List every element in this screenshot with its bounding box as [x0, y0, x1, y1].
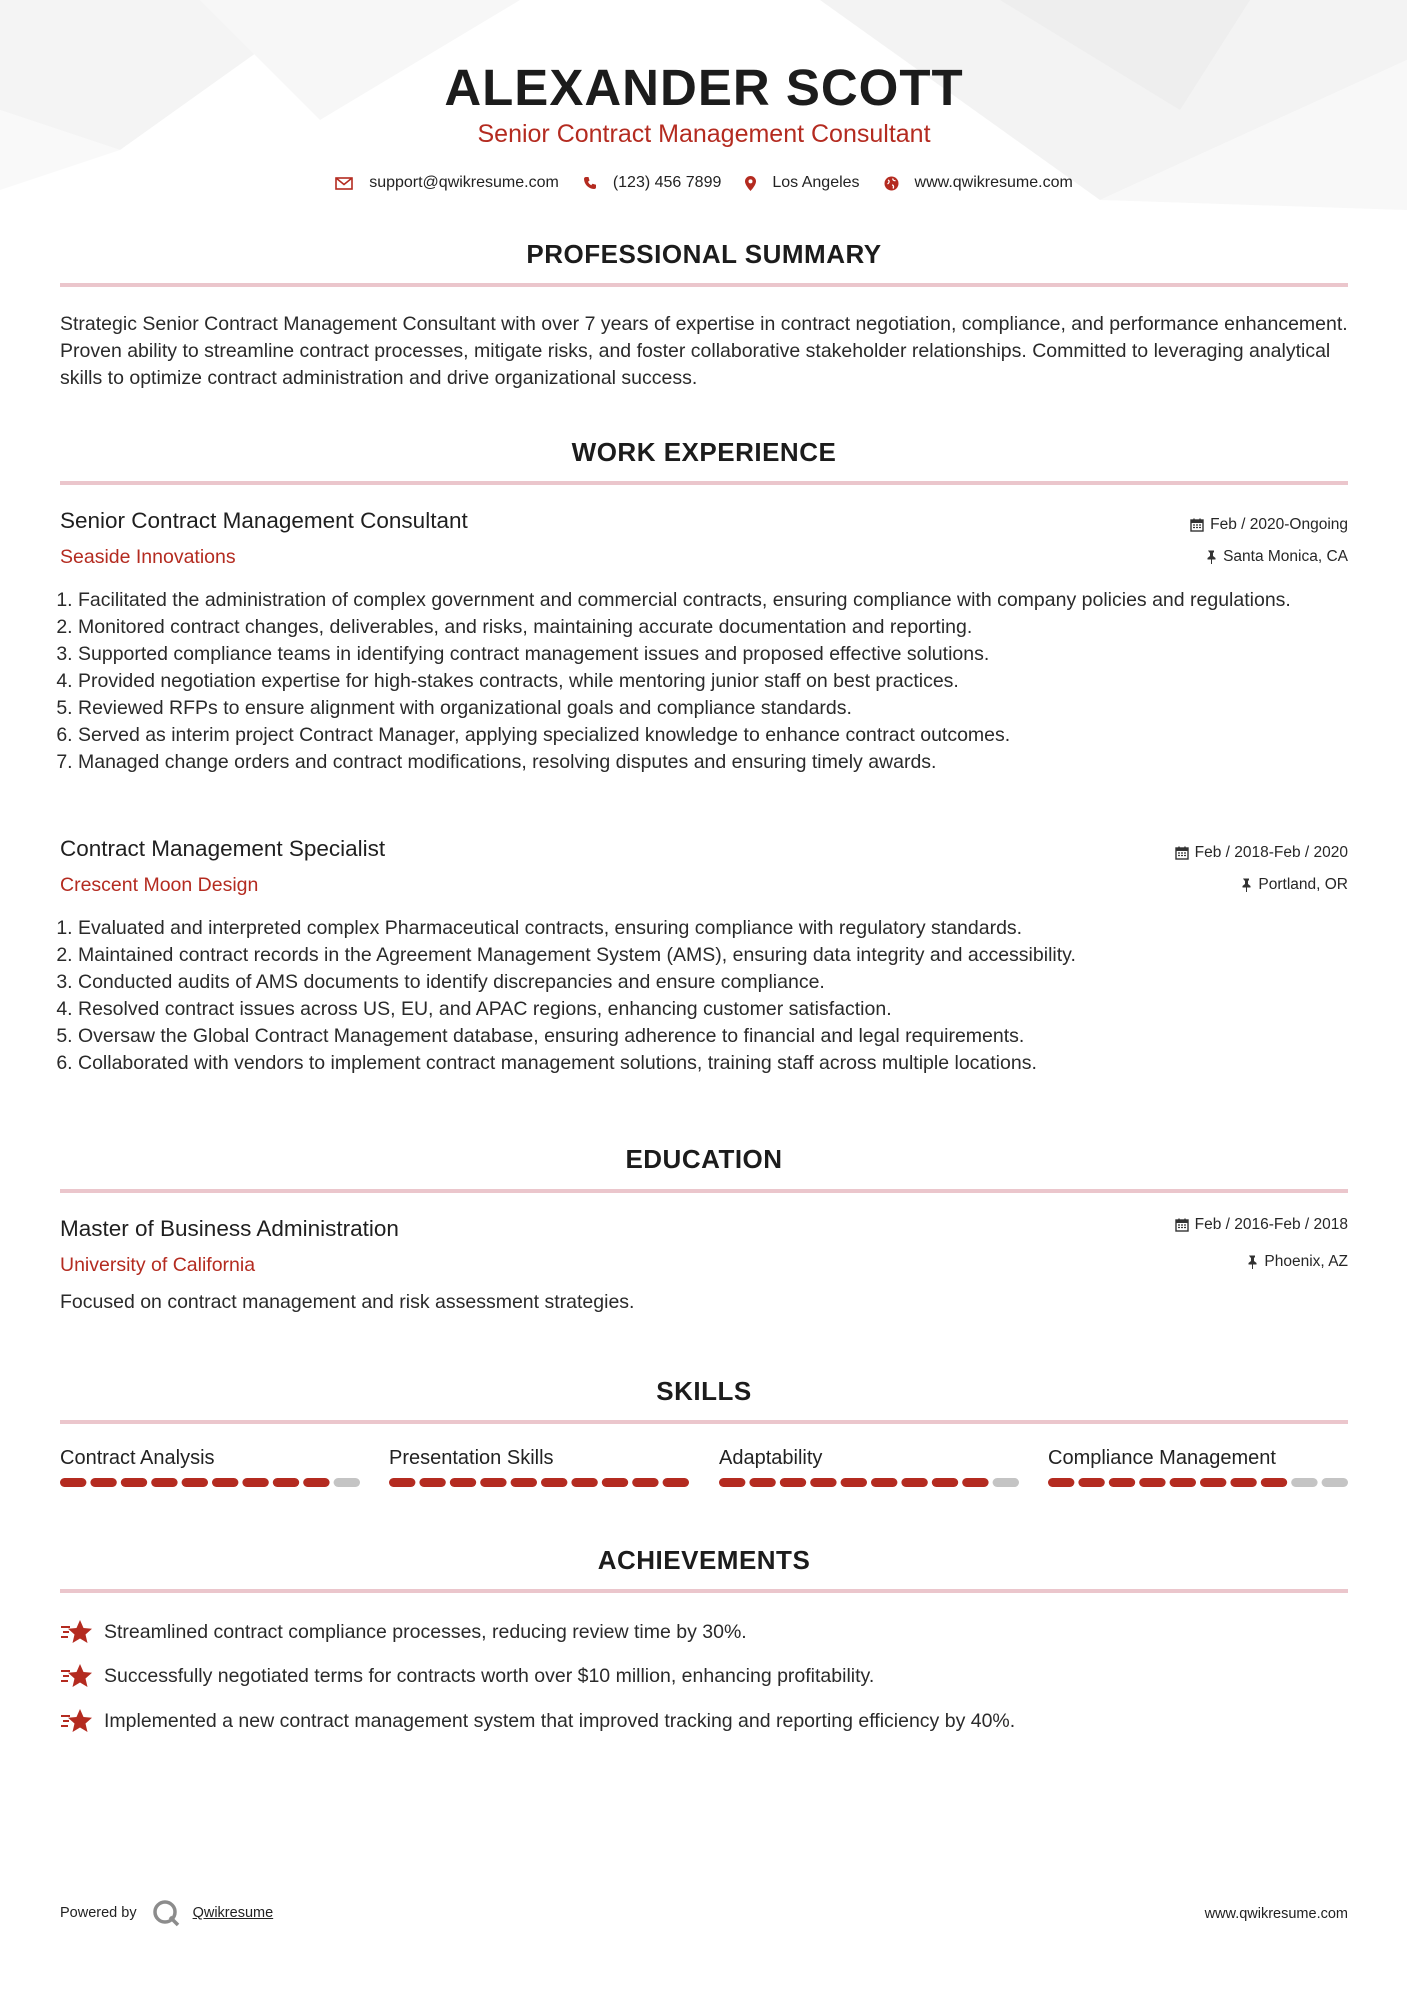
skill-segment-filled	[212, 1478, 238, 1487]
star-icon	[60, 1662, 94, 1690]
skill-segment-filled	[182, 1478, 208, 1487]
job-company: Crescent Moon Design	[60, 874, 259, 896]
skill-segment-filled	[303, 1478, 329, 1487]
skill-segment-filled	[121, 1478, 147, 1487]
map-marker-icon	[745, 176, 756, 191]
achievements-heading: ACHIEVEMENTS	[597, 1545, 811, 1575]
skills-heading: SKILLS	[656, 1376, 752, 1406]
skill-segment-empty	[1291, 1478, 1317, 1487]
contact-email-text: support@qwikresume.com	[369, 174, 559, 191]
summary-text: Strategic Senior Contract Management Consultant with over 7 years of expertise in contract negotiation, compliance, and performance enhancement. Proven ability to streamline contract processes, mitigate risks, and foster collaborative stakeholder relationships. Committed to leveraging analytical skills to optimize contract administration and drive organizational success.	[60, 313, 1348, 389]
education-divider	[60, 1189, 1348, 1193]
skill-rating-bar	[389, 1478, 689, 1487]
skill-segment-filled	[810, 1478, 836, 1487]
skill-segment-filled	[511, 1478, 537, 1487]
contact-phone[interactable]	[583, 174, 722, 192]
candidate-title: Senior Contract Management Consultant	[477, 120, 931, 148]
skill-segment-filled	[450, 1478, 476, 1487]
job-location	[1205, 548, 1348, 566]
education-degree: Master of Business Administration	[60, 1216, 399, 1241]
skill-segment-empty	[1322, 1478, 1348, 1487]
skill-rating-bar	[719, 1478, 1019, 1487]
skill-item	[719, 1447, 1019, 1470]
skill-segment-filled	[1109, 1478, 1135, 1487]
skill-segment-filled	[389, 1478, 415, 1487]
skill-name: Contract Analysis	[60, 1447, 215, 1469]
phone-icon	[583, 176, 597, 190]
list-item: 6. Served as interim project Contract Manager, applying specialized knowledge to enhance contract outcomes.	[78, 722, 1348, 749]
calendar-icon	[1190, 518, 1204, 532]
skill-name: Presentation Skills	[389, 1447, 554, 1469]
experience-divider	[60, 481, 1348, 485]
list-item: 4. Resolved contract issues across US, EU, and APAC regions, enhancing customer satisfaction.	[78, 996, 1348, 1023]
skill-segment-filled	[1048, 1478, 1074, 1487]
achievement-item	[60, 1662, 874, 1690]
job-dates	[1190, 516, 1348, 534]
job-dates-text: Feb / 2020-Ongoing	[1210, 516, 1348, 533]
experience-heading: WORK EXPERIENCE	[571, 437, 837, 467]
skill-segment-filled	[632, 1478, 658, 1487]
list-item: 4. Provided negotiation expertise for high-stakes contracts, while mentoring junior staff on best practices.	[78, 668, 1348, 695]
contact-email[interactable]	[335, 174, 559, 192]
achievement-item	[60, 1618, 747, 1646]
achievement-text: Implemented a new contract management system that improved tracking and reporting efficiency by 40%.	[104, 1709, 1016, 1732]
skill-segment-filled	[242, 1478, 268, 1487]
list-item: 1. Evaluated and interpreted complex Pharmaceutical contracts, ensuring compliance with regulatory standards.	[78, 915, 1348, 942]
powered-by-label: Powered by	[60, 1905, 137, 1921]
list-item: 2. Monitored contract changes, deliverables, and risks, maintaining accurate documentation and reporting.	[78, 614, 1348, 641]
job-location-text: Santa Monica, CA	[1223, 548, 1348, 565]
skill-segment-filled	[1139, 1478, 1165, 1487]
skill-segment-filled	[871, 1478, 897, 1487]
skill-segment-filled	[663, 1478, 689, 1487]
contact-website[interactable]	[884, 174, 1073, 192]
education-school: University of California	[60, 1254, 256, 1276]
achievement-text: Streamlined contract compliance processes, reducing review time by 30%.	[104, 1620, 747, 1643]
summary-divider	[60, 283, 1348, 287]
star-icon	[60, 1618, 94, 1646]
education-location	[1246, 1253, 1348, 1271]
skill-segment-empty	[334, 1478, 360, 1487]
education-description: Focused on contract management and risk assessment strategies.	[60, 1291, 635, 1313]
skill-segment-filled	[571, 1478, 597, 1487]
education-dates	[1175, 1216, 1348, 1234]
skill-rating-bar	[1048, 1478, 1348, 1487]
skill-segment-filled	[1230, 1478, 1256, 1487]
skill-segment-filled	[419, 1478, 445, 1487]
calendar-icon	[1175, 1218, 1189, 1232]
envelope-icon	[335, 177, 353, 190]
contact-location-text: Los Angeles	[772, 174, 860, 191]
summary-heading: PROFESSIONAL SUMMARY	[526, 239, 882, 269]
list-item: 1. Facilitated the administration of complex government and commercial contracts, ensuring compliance with company policies and regulations.	[78, 587, 1348, 614]
footer-powered-by	[60, 1898, 273, 1928]
skill-segment-empty	[993, 1478, 1019, 1487]
skills-divider	[60, 1420, 1348, 1424]
contact-bar	[60, 174, 1348, 192]
globe-icon	[884, 176, 899, 191]
skill-segment-filled	[90, 1478, 116, 1487]
star-icon	[60, 1707, 94, 1735]
job-location-text: Portland, OR	[1258, 876, 1348, 893]
pushpin-icon	[1240, 878, 1252, 892]
achievements-divider	[60, 1589, 1348, 1593]
skill-segment-filled	[841, 1478, 867, 1487]
list-item: 7. Managed change orders and contract modifications, resolving disputes and ensuring timely awards.	[78, 749, 1348, 776]
job-bullets	[60, 587, 1348, 776]
job-location	[1240, 876, 1348, 894]
list-item: 5. Oversaw the Global Contract Management database, ensuring adherence to financial and legal requirements.	[78, 1023, 1348, 1050]
job-dates-text: Feb / 2018-Feb / 2020	[1194, 844, 1348, 861]
footer-website[interactable]: www.qwikresume.com	[1204, 1906, 1348, 1922]
job-company: Seaside Innovations	[60, 546, 236, 568]
skill-segment-filled	[749, 1478, 775, 1487]
skill-item	[1048, 1447, 1348, 1470]
skill-segment-filled	[901, 1478, 927, 1487]
job-role: Contract Management Specialist	[60, 836, 386, 861]
skill-item	[60, 1447, 360, 1470]
skill-segment-filled	[1078, 1478, 1104, 1487]
skill-segment-filled	[60, 1478, 86, 1487]
skill-segment-filled	[480, 1478, 506, 1487]
qwikresume-logo-icon	[151, 1898, 181, 1928]
skill-name: Compliance Management	[1048, 1447, 1276, 1469]
skill-segment-filled	[719, 1478, 745, 1487]
skill-segment-filled	[151, 1478, 177, 1487]
contact-phone-text: (123) 456 7899	[612, 174, 722, 191]
education-heading: EDUCATION	[625, 1144, 783, 1174]
pushpin-icon	[1246, 1255, 1258, 1269]
candidate-name: ALEXANDER SCOTT	[444, 59, 964, 116]
list-item: 5. Reviewed RFPs to ensure alignment with organizational goals and compliance standards.	[78, 695, 1348, 722]
list-item: 2. Maintained contract records in the Agreement Management System (AMS), ensuring data integrity and accessibility.	[78, 942, 1348, 969]
list-item: 3. Supported compliance teams in identifying contract management issues and proposed effective solutions.	[78, 641, 1348, 668]
skill-segment-filled	[780, 1478, 806, 1487]
skill-segment-filled	[1200, 1478, 1226, 1487]
achievement-item	[60, 1707, 1015, 1735]
job-role: Senior Contract Management Consultant	[60, 508, 468, 533]
skill-segment-filled	[1261, 1478, 1287, 1487]
skill-segment-filled	[273, 1478, 299, 1487]
contact-website-text: www.qwikresume.com	[914, 174, 1073, 191]
education-dates-text: Feb / 2016-Feb / 2018	[1194, 1216, 1348, 1233]
pushpin-icon	[1205, 550, 1217, 564]
skill-segment-filled	[602, 1478, 628, 1487]
skill-segment-filled	[932, 1478, 958, 1487]
list-item: 3. Conducted audits of AMS documents to identify discrepancies and ensure compliance.	[78, 969, 1348, 996]
skill-item	[389, 1447, 689, 1470]
calendar-icon	[1175, 846, 1189, 860]
skill-segment-filled	[541, 1478, 567, 1487]
education-location-text: Phoenix, AZ	[1264, 1253, 1348, 1270]
qwikresume-link[interactable]: Qwikresume	[192, 1905, 274, 1921]
contact-location	[745, 174, 859, 192]
achievement-text: Successfully negotiated terms for contracts worth over $10 million, enhancing profitability.	[104, 1664, 875, 1687]
skill-rating-bar	[60, 1478, 360, 1487]
job-bullets	[60, 915, 1348, 1077]
skill-segment-filled	[1170, 1478, 1196, 1487]
skill-segment-filled	[962, 1478, 988, 1487]
skill-name: Adaptability	[719, 1447, 823, 1469]
job-dates	[1175, 844, 1348, 862]
list-item: 6. Collaborated with vendors to implement contract management solutions, training staff across multiple locations.	[78, 1050, 1348, 1077]
